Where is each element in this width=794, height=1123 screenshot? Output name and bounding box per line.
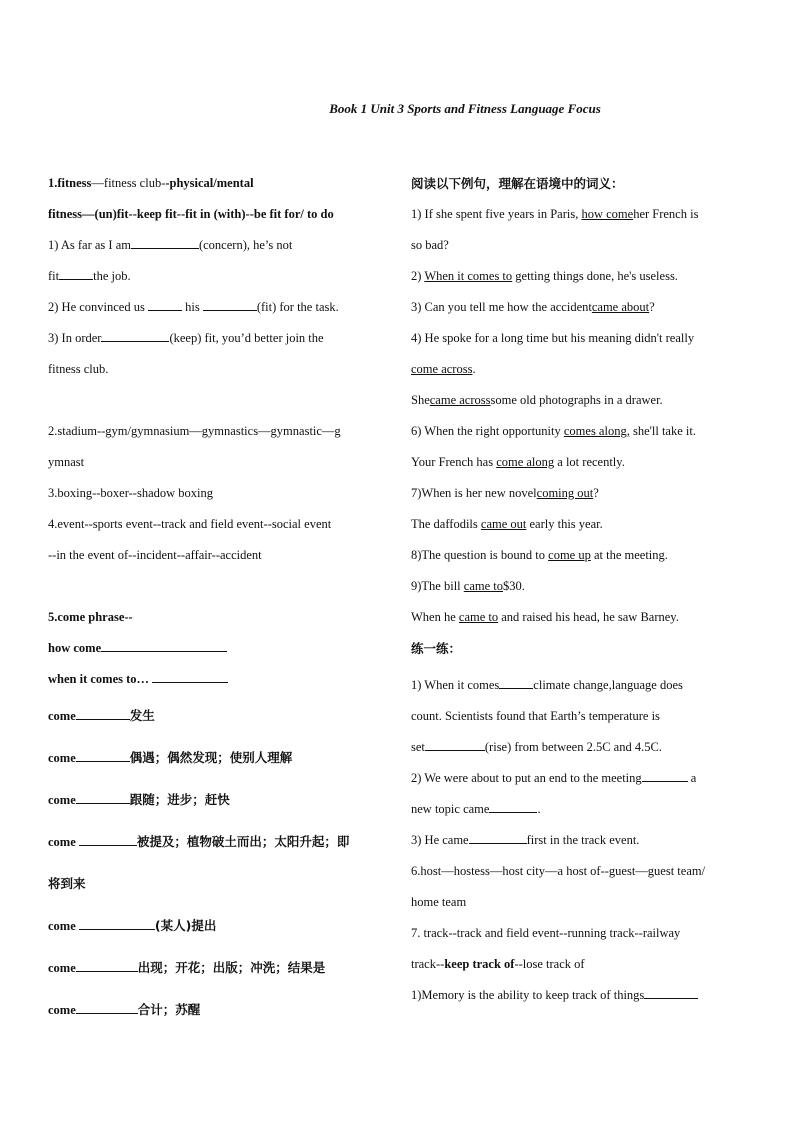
example-line	[411, 265, 751, 296]
text: at the meeting.	[593, 548, 668, 562]
answer-blank[interactable]	[101, 329, 169, 342]
section-heading: 阅读以下例句，理解在语境中的词义：	[411, 176, 624, 191]
exercise-line	[411, 736, 751, 767]
exercise-line	[48, 637, 388, 668]
exercise-line	[411, 767, 751, 798]
text-line: 7. track--track and field event--running track--railway	[411, 926, 681, 940]
text: She	[411, 393, 430, 407]
phrase-highlight: come up	[548, 548, 591, 562]
exercise-line	[48, 741, 388, 783]
text-line: so bad?	[411, 238, 449, 252]
example-line	[411, 420, 751, 451]
text-line: ymnast	[48, 455, 85, 469]
answer-blank[interactable]	[642, 769, 688, 782]
text: ?	[593, 486, 599, 500]
text: 偶遇；偶然发现；使别人理解	[129, 750, 293, 765]
text: 3) Can you tell me how the accident	[411, 300, 592, 314]
text: when it comes to…	[48, 672, 150, 686]
text: 被提及；植物破土而出；太阳升起；即	[136, 834, 350, 849]
answer-blank[interactable]	[79, 833, 137, 846]
answer-blank[interactable]	[425, 738, 485, 751]
text: come	[48, 1003, 76, 1017]
answer-blank[interactable]	[59, 267, 93, 280]
phrase-highlight: When it comes to	[424, 269, 513, 283]
text: come	[48, 793, 76, 807]
text-line: 3.boxing--boxer--shadow boxing	[48, 486, 213, 500]
text: (fit) for the task.	[256, 300, 339, 314]
text: his	[185, 300, 200, 314]
phrase-highlight: came about	[591, 300, 650, 314]
page-title: Book 1 Unit 3 Sports and Fitness Language Focus	[329, 101, 601, 116]
text: 1)Memory is the ability to keep track of things	[411, 988, 645, 1002]
text-line: 4.event--sports event--track and field event--social event	[48, 517, 332, 531]
text: $30.	[502, 579, 525, 593]
text-line: fitness—(un)fit--keep fit--fit in (with)--be fit for/ to do	[48, 207, 334, 221]
exercise-line	[48, 993, 388, 1035]
phrase-highlight: came out	[480, 517, 527, 531]
exercise-line	[48, 783, 388, 825]
text: track--	[411, 957, 445, 971]
text-line	[411, 953, 751, 984]
example-line	[411, 575, 751, 606]
text-line: fitness club.	[48, 362, 109, 376]
answer-blank[interactable]	[76, 1001, 138, 1014]
text: fit	[48, 269, 60, 283]
text: 合计；苏醒	[137, 1002, 201, 1017]
text: 2)	[411, 269, 422, 283]
example-line	[411, 451, 751, 482]
text: -physical/mental	[165, 176, 254, 190]
exercise-line	[48, 668, 388, 699]
example-line	[411, 544, 751, 575]
right-column	[411, 172, 751, 1015]
text: first in the track event.	[526, 833, 640, 847]
answer-blank[interactable]	[148, 298, 182, 311]
text: .	[472, 362, 476, 376]
text: a lot recently.	[557, 455, 625, 469]
phrase-highlight: came to	[463, 579, 503, 593]
exercise-line	[48, 699, 388, 741]
answer-blank[interactable]	[76, 791, 130, 804]
text: (某人)提出	[154, 918, 217, 933]
text: 2) We were about to put an end to the meeting	[411, 771, 642, 785]
answer-blank[interactable]	[469, 831, 527, 844]
text: the job.	[93, 269, 131, 283]
answer-blank[interactable]	[76, 749, 130, 762]
text: 8)The question is bound to	[411, 548, 546, 562]
example-line	[411, 513, 751, 544]
text-line: 6.host—hostess—host city—a host of--guest—guest team/	[411, 864, 706, 878]
heading-fitness: 1.fitness	[48, 176, 92, 190]
answer-blank[interactable]	[76, 707, 130, 720]
exercise-line	[48, 296, 388, 327]
exercise-line	[411, 984, 751, 1015]
section-heading: 练一练：	[411, 641, 462, 656]
left-column	[48, 172, 388, 1035]
text-line: home team	[411, 895, 467, 909]
exercise-line	[411, 674, 751, 705]
phrase-highlight: came across	[429, 393, 491, 407]
text: 1) If she spent five years in Paris,	[411, 207, 579, 221]
text: 7)When is her new novel	[411, 486, 537, 500]
phrase-highlight: come across	[411, 362, 473, 376]
exercise-line	[48, 327, 388, 358]
example-line	[411, 358, 751, 389]
phrase-highlight: keep track of	[444, 957, 515, 971]
answer-blank[interactable]	[489, 800, 537, 813]
phrase-highlight: come along	[496, 455, 555, 469]
phrase-highlight: coming out	[536, 486, 594, 500]
exercise-line	[48, 909, 388, 951]
text: —fitness club-	[91, 176, 166, 190]
exercise-line	[411, 798, 751, 829]
text-line	[48, 172, 388, 203]
answer-blank[interactable]	[644, 986, 698, 999]
text: .	[537, 802, 541, 816]
text: 发生	[129, 708, 155, 723]
text: (rise) from between 2.5C and 4.5C.	[484, 740, 662, 754]
text: --lose track of	[514, 957, 585, 971]
exercise-line	[48, 825, 388, 867]
text: (concern), he’s not	[198, 238, 293, 252]
answer-blank[interactable]	[76, 959, 138, 972]
text: 跟随；进步；赶快	[129, 792, 230, 807]
text: and raised his head, he saw Barney.	[501, 610, 679, 624]
text: come	[48, 751, 76, 765]
text: set	[411, 740, 425, 754]
answer-blank[interactable]	[101, 639, 227, 652]
answer-blank[interactable]	[79, 917, 155, 930]
example-line	[411, 389, 751, 420]
answer-blank[interactable]	[152, 670, 228, 683]
phrase-highlight: how come	[581, 207, 634, 221]
exercise-line	[48, 951, 388, 993]
text: her French is	[633, 207, 699, 221]
answer-blank[interactable]	[131, 236, 199, 249]
text: she'll take it.	[632, 424, 696, 438]
text: a	[690, 771, 697, 785]
text: early this year.	[529, 517, 603, 531]
text: getting things done, he's useless.	[515, 269, 678, 283]
text: When he	[411, 610, 456, 624]
text: 1) As far as I am	[48, 238, 131, 252]
text-line: 将到来	[48, 876, 86, 891]
exercise-line	[48, 234, 388, 265]
text: 6) When the right opportunity	[411, 424, 561, 438]
exercise-line	[411, 829, 751, 860]
text: come	[48, 709, 76, 723]
phrase-highlight: came to	[458, 610, 499, 624]
text: climate change,language does	[533, 678, 683, 692]
text: 3) He came	[411, 833, 469, 847]
text: 出现；开花；出版；冲洗；结果是	[137, 960, 326, 975]
text: Your French has	[411, 455, 494, 469]
text: how come	[48, 641, 102, 655]
text: come	[48, 961, 76, 975]
text: new topic came	[411, 802, 490, 816]
text: come	[48, 835, 76, 849]
text: some old photographs in a drawer.	[490, 393, 663, 407]
text: 1) When it comes	[411, 678, 500, 692]
text: ?	[649, 300, 655, 314]
text-line: --in the event of--incident--affair--accident	[48, 548, 262, 562]
example-line	[411, 482, 751, 513]
example-line	[411, 606, 751, 637]
text: 9)The bill	[411, 579, 461, 593]
text: 2) He convinced us	[48, 300, 145, 314]
text-line: 2.stadium--gym/gymnasium—gymnastics—gymnastic—g	[48, 424, 341, 438]
text-line: 4) He spoke for a long time but his meaning didn't really	[411, 331, 695, 345]
example-line	[411, 296, 751, 327]
text-line: count. Scientists found that Earth’s temperature is	[411, 709, 660, 723]
answer-blank[interactable]	[499, 676, 533, 689]
text: come	[48, 919, 76, 933]
text: (keep) fit, you’d better join the	[169, 331, 324, 345]
text: The daffodils	[411, 517, 478, 531]
heading-come-phrase: 5.come phrase--	[48, 610, 133, 624]
example-line	[411, 203, 751, 234]
answer-blank[interactable]	[203, 298, 257, 311]
text: 3) In order	[48, 331, 102, 345]
exercise-line	[48, 265, 388, 296]
phrase-highlight: comes along,	[563, 424, 630, 438]
